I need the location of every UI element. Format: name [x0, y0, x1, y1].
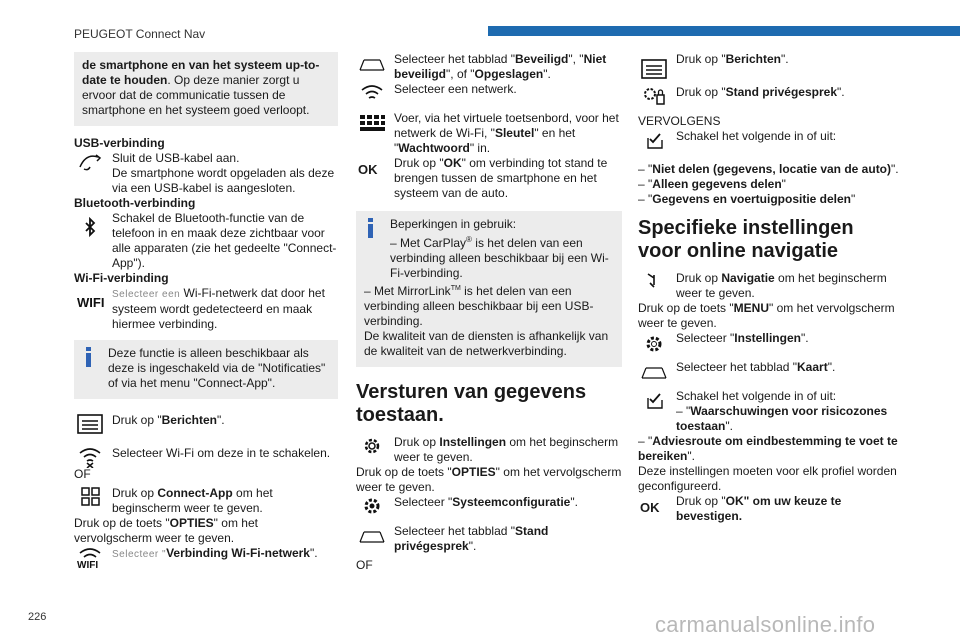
system-gear-icon: [358, 495, 386, 517]
note-notifications-text: Deze functie is alleen beschikbaar als deze is ingeschakeld via de "Notificaties" of via het menu "Connect-App".: [108, 346, 326, 390]
wifi-select-text: Selecteer Wi-Fi om deze in te schakelen.: [112, 446, 331, 460]
navigation-icon: [640, 271, 668, 293]
profiles-text: Deze instellingen moeten voor elk profiel worden geconfigureerd.: [638, 464, 897, 493]
network-step: [356, 82, 622, 97]
column-3: Druk op "Berichten". Druk op "Stand privégesprek". VERVOLGENS Schakel het volgende in of uit: – "Niet delen (gegevens, locatie van de auto)". – "Alleen gegevens delen" – "Gegevens en voertuigpositie delen" Specifieke instellingen voor online navigatie Druk op Navigatie om het beginscherm weer te geven. Druk op de toets "MENU" om het vervolgscherm weer te geven. Selecteer "Instellingen". Selecteer het tabblad "Kaart". Schakel het volgende in of uit: – "Waarschuwingen voor risicozones toestaan". – "Adviesroute om eindbestemming te voet te bereiken". Deze instellingen moeten voor elk profiel worden geconfigureerd. OK Druk op "OK" om uw keuze te bevestigen.: [638, 52, 899, 523]
wifi-icon: [76, 286, 104, 308]
column-1: [74, 52, 338, 576]
note-top-bold: de smartphone en van het systeem up-to-date te houden: [82, 58, 320, 87]
note-top: [74, 52, 338, 126]
wifi-title: Wi-Fi-verbinding: [74, 271, 169, 285]
vwn-post: ".: [309, 546, 318, 560]
keyboard-step: Voer, via het virtuele toetsenbord, voor het netwerk de Wi-Fi, "Sleutel" en het "Wachtwoord" in.: [356, 111, 622, 156]
or-2: OF: [356, 558, 373, 572]
usb-step2: De smartphone wordt opgeladen als deze via een USB-kabel is aangesloten.: [112, 166, 335, 195]
checkbox-icon: [640, 389, 668, 411]
settings-gear-icon: [640, 333, 668, 355]
msg-post: ".: [216, 413, 225, 427]
note-limits: Beperkingen in gebruik: – Met CarPlay® is het delen van een verbinding alleen beschikbaar bij een Wi-Fi-verbinding. – Met MirrorLink™ is het delen van een verbinding alleen beschikbaar bij een USB-verbinding. De kwaliteit van de diensten is afhankelijk van de kwaliteit van de netwerkverbinding.: [356, 211, 622, 367]
header-accent-bar: [488, 26, 960, 36]
usb-title: USB-verbinding: [74, 136, 165, 150]
or-1: OF: [74, 467, 91, 481]
toggle-step: Schakel het volgende in of uit:: [638, 129, 900, 144]
tab-step: Selecteer het tabblad "Beveiligd", "Niet beveiligd", of "Opgeslagen".: [356, 52, 622, 82]
wifi-fake-text: Selecteer een: [112, 289, 181, 300]
ca-post: om het beginscherm weer te geven.: [112, 486, 273, 515]
wifi-network-label: WIFI: [77, 560, 99, 568]
priv-step-3: Druk op "Stand privégesprek".: [638, 85, 900, 100]
connect-app-step: [74, 486, 338, 516]
priv-tab-step: Selecteer het tabblad "Stand privégesprek".: [356, 524, 622, 554]
tab-icon: [640, 360, 668, 382]
column-2: Selecteer het tabblad "Beveiligd", "Niet beveiligd", of "Opgeslagen". Selecteer een netwerk. Voer, via het virtuele toetsenbord, voor het netwerk de Wi-Fi, "Sleutel" en het "Wachtwoord" in. OK Druk op "OK" om verbinding tot stand te brengen tussen de smartphone en het systeem van de auto. Beperkingen in gebruik: – Met CarPlay® is het delen van een verbinding alleen beschikbaar bij een Wi-Fi-verbinding. – Met MirrorLink™ is het delen van een verbinding alleen beschikbaar bij een USB-verbinding. De kwaliteit van de diensten is afhankelijk van de kwaliteit van de netwerkverbinding. Versturen van gegevens toestaan. Druk op Instellingen om het beginscherm weer te geven. Druk op de toets "OPTIES" om het vervolgscherm weer te geven. Selecteer "Systeemconfiguratie". Selecteer het tabblad "Stand privégesprek". OF: [356, 52, 622, 572]
usb-icon: [76, 151, 104, 173]
footer-watermark: carmanualsonline.info: [655, 612, 876, 637]
settings-gear-icon: [358, 435, 386, 457]
usb-step1: Sluit de USB-kabel aan.: [112, 151, 240, 165]
ok-step: OK Druk op "OK" om verbinding tot stand te brengen tussen de smartphone en het systeem van de auto.: [358, 156, 608, 200]
vwn-bold: Verbinding Wi-Fi-netwerk: [166, 546, 310, 560]
heading-send-data: Versturen van gegevens toestaan.: [356, 381, 587, 426]
bluetooth-icon: [76, 217, 104, 239]
heading-online-nav: Specifieke instellingen voor online navigatie: [638, 217, 854, 262]
ca-pre: Druk op: [112, 486, 158, 500]
wifi-network-icon: [76, 546, 104, 568]
tab-icon: [358, 524, 386, 546]
vwn-step: [74, 546, 338, 576]
header-title: PEUGEOT Connect Nav: [74, 27, 206, 41]
wifi-step: [74, 286, 338, 332]
ca-bold: Connect-App: [157, 486, 233, 500]
kaart-step: Selecteer het tabblad "Kaart".: [638, 360, 900, 375]
connect-app-icon: [76, 486, 104, 508]
ok-icon: OK: [358, 162, 378, 177]
nav-step: Druk op Navigatie om het beginscherm weer te geven.: [638, 271, 900, 301]
vwn-fake: Selecteer ": [112, 549, 167, 560]
wifi-select-step: [74, 446, 338, 461]
toggle2-step: Schakel het volgende in of uit: – "Waarschuwingen voor risicozones toestaan".: [638, 389, 900, 434]
sys-step: Selecteer "Systeemconfiguratie".: [356, 495, 622, 510]
messages-icon: [76, 413, 104, 435]
inst-step-3: Selecteer "Instellingen".: [638, 331, 900, 346]
opties-1: Druk op de toets "OPTIES" om het vervolgscherm weer te geven.: [74, 516, 258, 545]
ok-icon: OK: [640, 500, 660, 515]
vervolgens: VERVOLGENS: [638, 114, 721, 128]
page-number: 226: [28, 611, 47, 623]
privacy-icon: [640, 85, 668, 107]
info-icon: [364, 218, 378, 238]
ok-step-3: OK Druk op "OK" om uw keuze te bevestigen.: [640, 494, 842, 523]
info-icon: [82, 347, 96, 367]
bluetooth-title: Bluetooth-verbinding: [74, 196, 196, 210]
usb-step: [74, 151, 338, 166]
msg-bold: Berichten: [161, 413, 217, 427]
wifi-select-icon: [358, 82, 386, 104]
messages-step: [74, 413, 338, 428]
tab-icon: [358, 52, 386, 74]
bluetooth-text: Schakel de Bluetooth-functie van de telefoon in en maak deze zichtbaar voor alle apparaten (zie het gedeelte "Connect-App").: [112, 211, 337, 270]
wifi-off-icon: [76, 446, 104, 468]
note-limits-head: Beperkingen in gebruik:: [390, 217, 517, 231]
wifi-text: Wi-Fi-netwerk dat door het systeem wordt gedetecteerd en maak hiermee verbinding.: [112, 286, 325, 331]
wifi-label: WIFI: [77, 295, 104, 308]
msg-pre: Druk op ": [112, 413, 162, 427]
network-text: Selecteer een netwerk.: [394, 82, 517, 96]
instellingen-step: Druk op Instellingen om het beginscherm weer te geven.: [356, 435, 622, 465]
note-notifications: [74, 340, 338, 399]
msg-step-3: Druk op "Berichten".: [638, 52, 900, 67]
bluetooth-step: [74, 211, 338, 271]
keyboard-icon: [358, 111, 386, 133]
note-top-text: . Op deze manier zorgt u ervoor dat de communicatie tussen de smartphone en het systeem goed verloopt.: [82, 73, 310, 117]
messages-icon: [640, 58, 668, 80]
checkbox-icon: [640, 129, 668, 151]
